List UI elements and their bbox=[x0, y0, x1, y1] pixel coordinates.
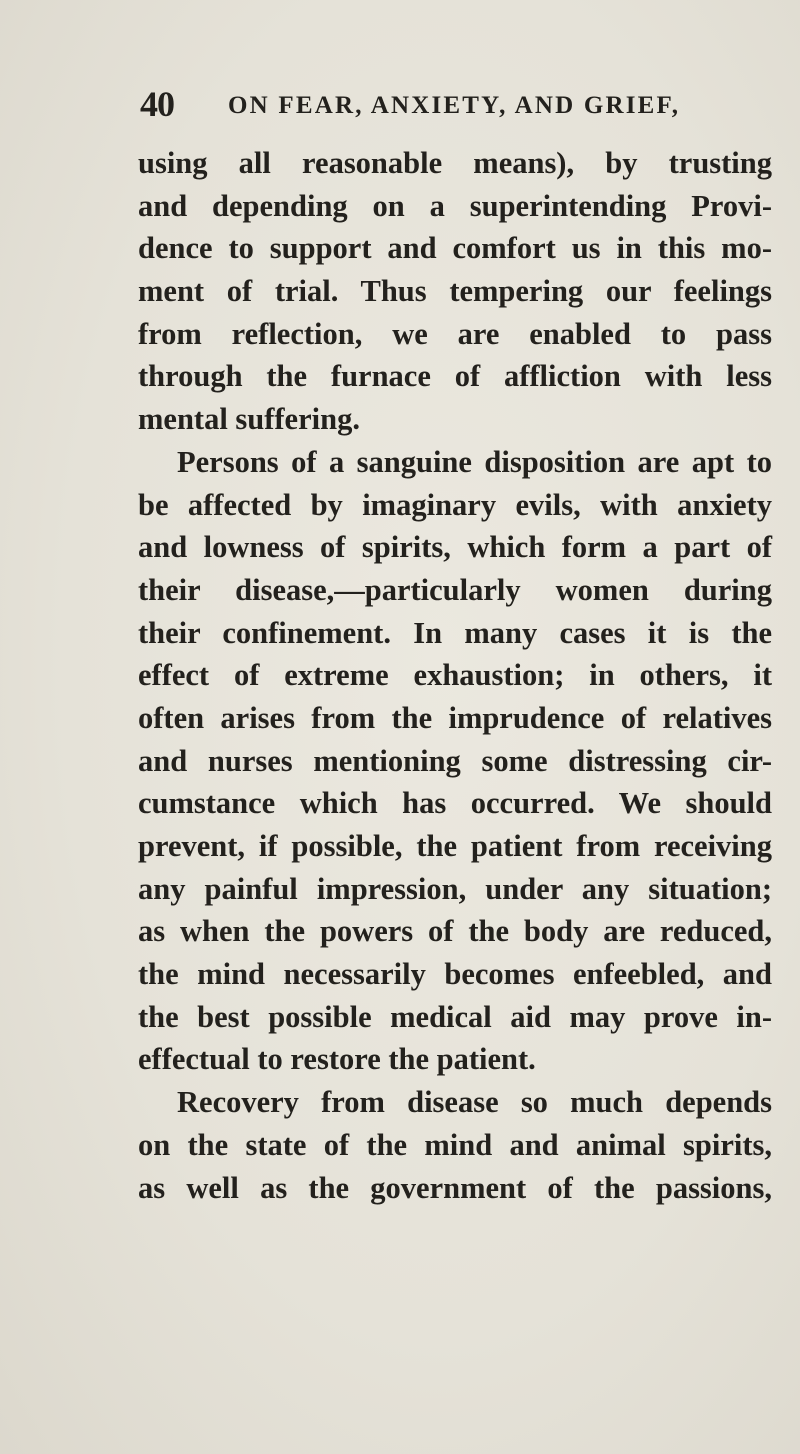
text-line: and lowness of spirits, which form a part of bbox=[138, 530, 772, 565]
text-line: dence to support and comfort us in this mo- bbox=[138, 231, 772, 266]
paragraph-start-line: Persons of a sanguine disposition are apt to bbox=[177, 444, 772, 479]
text-line: mental suffering. bbox=[138, 402, 360, 437]
running-head bbox=[140, 84, 760, 124]
running-head-title: ON FEAR, ANXIETY, AND GRIEF, bbox=[228, 92, 681, 119]
text-line: their disease,—particularly women during bbox=[138, 572, 772, 607]
text-line: effectual to restore the patient. bbox=[138, 1042, 536, 1077]
text-line: ment of trial. Thus tempering our feelings bbox=[138, 274, 772, 309]
text-line: often arises from the imprudence of relatives bbox=[138, 700, 772, 735]
text-line: and depending on a superintending Provi- bbox=[138, 188, 772, 223]
page-number: 40 bbox=[140, 84, 174, 124]
text-line: be affected by imaginary evils, with anxiety bbox=[138, 487, 772, 522]
text-line: any painful impression, under any situation; bbox=[138, 871, 772, 906]
text-line: prevent, if possible, the patient from receiving bbox=[138, 829, 772, 863]
paragraph-start-line: Recovery from disease so much depends bbox=[177, 1085, 772, 1120]
text-line: on the state of the mind and animal spirits, bbox=[138, 1127, 772, 1162]
text-line: cumstance which has occurred. We should bbox=[138, 786, 772, 821]
text-line: the mind necessarily becomes enfeebled, and bbox=[138, 957, 772, 992]
text-line: the best possible medical aid may prove in- bbox=[138, 999, 772, 1034]
text-line: from reflection, we are enabled to pass bbox=[138, 316, 772, 351]
text-line: using all reasonable means), by trusting bbox=[138, 146, 772, 180]
text-line: through the furnace of affliction with less bbox=[138, 359, 772, 394]
body-text bbox=[138, 142, 772, 1209]
text-line: and nurses mentioning some distressing cir- bbox=[138, 743, 772, 778]
text-line: their confinement. In many cases it is the bbox=[138, 615, 772, 650]
text-line: effect of extreme exhaustion; in others, it bbox=[138, 658, 772, 693]
text-line: as well as the government of the passions, bbox=[138, 1170, 772, 1205]
text-line: as when the powers of the body are reduced, bbox=[138, 914, 772, 949]
